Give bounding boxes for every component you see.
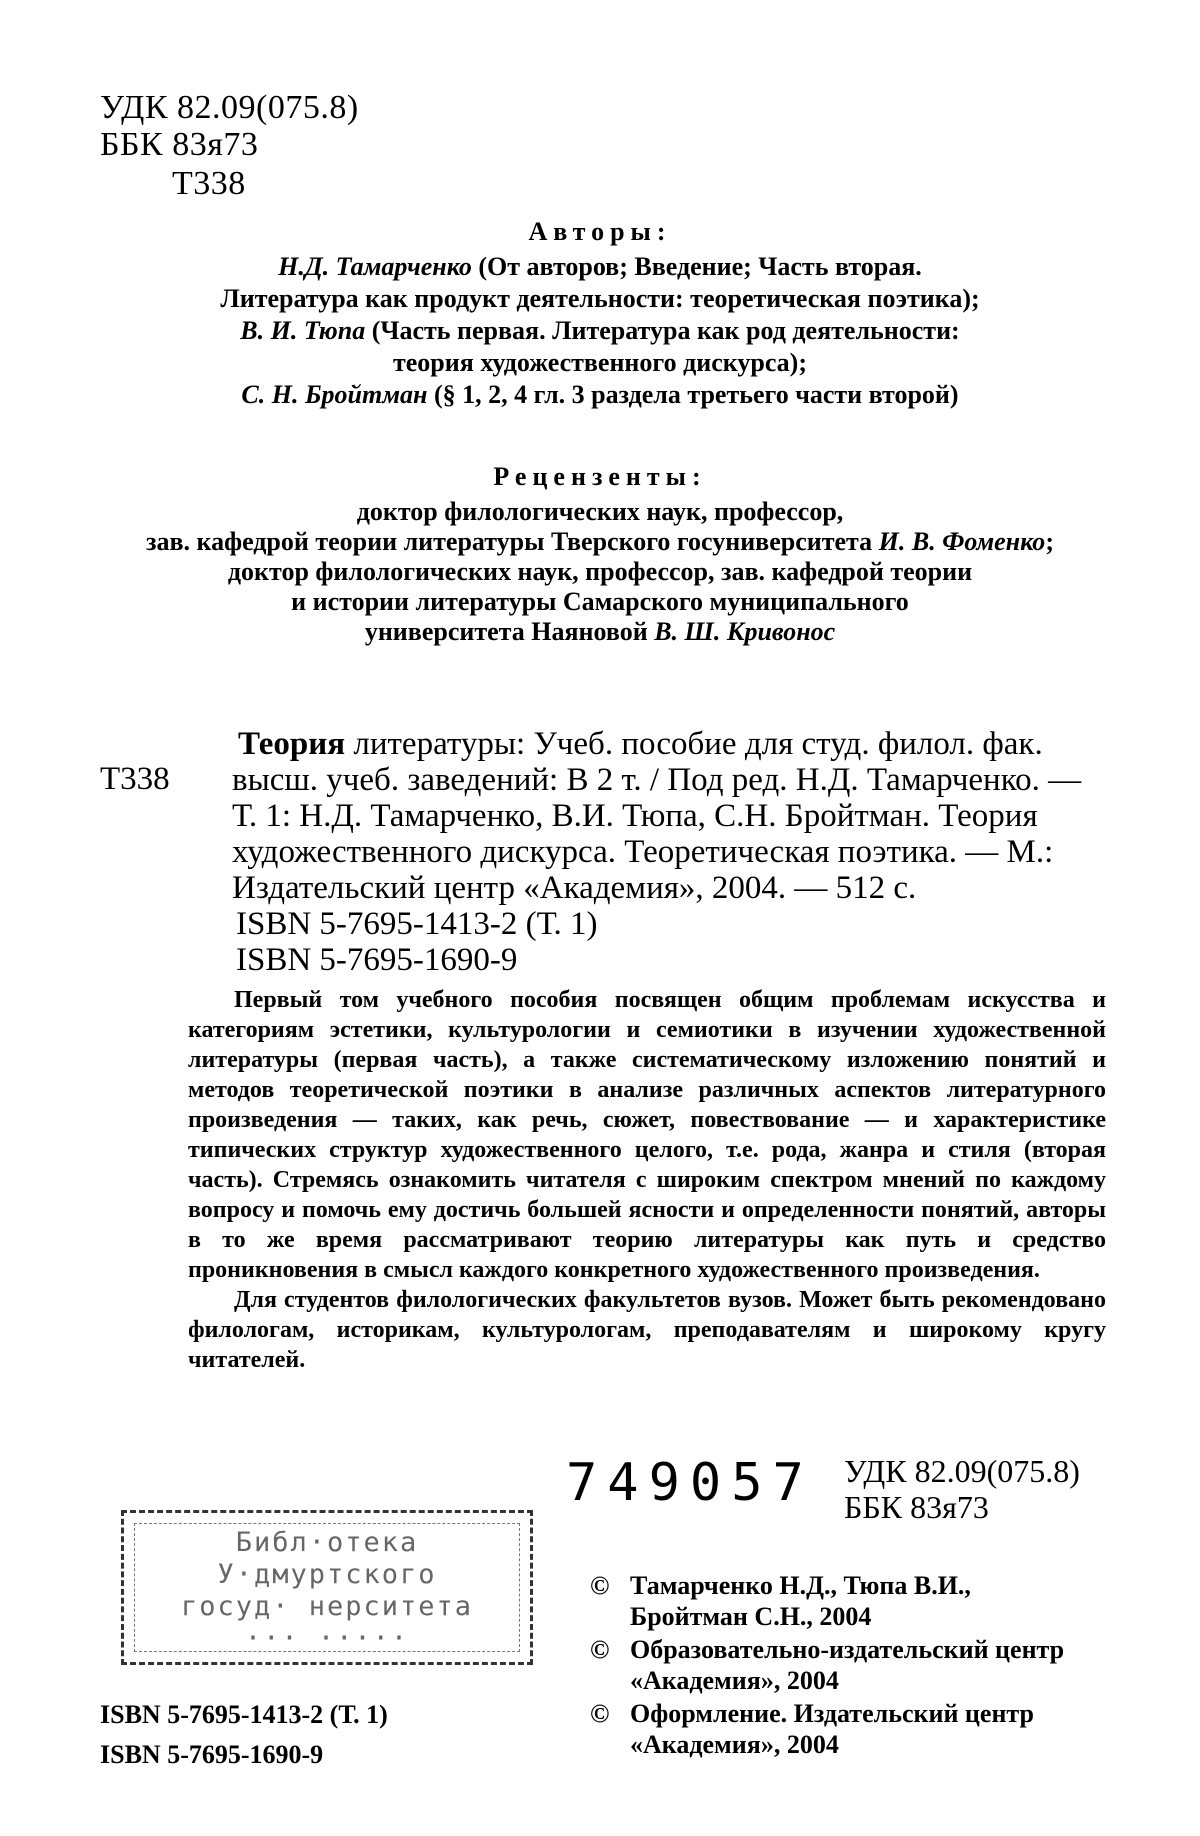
copyright-item bbox=[590, 1570, 1150, 1632]
reviewers-line-1: доктор филологических наук, профессор, bbox=[356, 497, 844, 526]
abstract bbox=[188, 985, 1106, 1375]
reviewers-line-5 bbox=[0, 617, 1200, 647]
author-name: Н.Д. Тамарченко bbox=[278, 252, 472, 281]
authors-line-5 bbox=[0, 379, 1200, 411]
authors-line-1 bbox=[0, 251, 1200, 283]
catalog-line-4: художественного дискурса. Теоретическая поэтика. — М.: bbox=[232, 834, 1054, 870]
copyright-line: «Академия», 2004 bbox=[630, 1730, 839, 1759]
catalog-isbn-1: ISBN 5-7695-1413-2 (Т. 1) bbox=[236, 906, 598, 942]
catalog-code: Т338 bbox=[100, 761, 170, 797]
catalog-isbn-2: ISBN 5-7695-1690-9 bbox=[236, 942, 518, 978]
copyright-line: Бройтман С.Н., 2004 bbox=[630, 1602, 872, 1631]
isbn-2: ISBN 5-7695-1690-9 bbox=[100, 1740, 324, 1769]
catalog-line-5: Издательский центр «Академия», 2004. — 512 с. bbox=[232, 870, 917, 906]
isbn-1: ISBN 5-7695-1413-2 (Т. 1) bbox=[100, 1700, 388, 1729]
reviewers-line-3: доктор филологических наук, профессор, зав. кафедрой теории bbox=[227, 557, 973, 586]
reviewers-line-2 bbox=[0, 527, 1200, 557]
authors-heading: Авторы: bbox=[528, 217, 672, 246]
author-role: (§ 1, 2, 4 гл. 3 раздела третьего части второй) bbox=[427, 380, 959, 409]
authors-line-4: теория художественного дискурса); bbox=[393, 348, 807, 377]
footer-codes bbox=[844, 1453, 1080, 1525]
catalog-description bbox=[232, 726, 1112, 978]
author-role: (Часть первая. Литература как род деятельности: bbox=[365, 316, 960, 345]
copyright-item bbox=[590, 1634, 1150, 1696]
copyright-line: «Академия», 2004 bbox=[630, 1666, 839, 1695]
stamp-line-4: ··· ····· bbox=[244, 1623, 410, 1654]
authors-list bbox=[0, 251, 1200, 411]
abstract-paragraph-1: Первый том учебного пособия посвящен общим проблемам искусства и категориям эстетики, культурологии и семиотики в изучении художественной литературы (первая часть), а также систематическому изложению понятий и методов теоретической поэтики в анализе различных аспектов литературного произведения — таких, как речь, сюжет, повествование — и характеристике типических структур художественного целого, т.е. рода, жанра и стиля (вторая часть). Стремясь ознакомить читателя с широким спектром мнений по каждому вопросу и помочь ему достичь большей ясности и определенности понятий, авторы в то же время рассматривают теорию литературы как путь и средство проникновения в смысл каждого конкретного художественного произведения. bbox=[188, 987, 1106, 1283]
stamp-line-3: госуд· нерситета bbox=[180, 1591, 474, 1622]
abstract-paragraph-2: Для студентов филологических факультетов вузов. Может быть рекомендовано филологам, историкам, культурологам, преподавателям и широкому кругу читателей. bbox=[188, 1287, 1106, 1373]
udk-code: УДК 82.09(075.8) bbox=[100, 89, 359, 126]
footer-udk: УДК 82.09(075.8) bbox=[844, 1453, 1080, 1489]
catalog-line-1 bbox=[238, 726, 1112, 762]
author-name: В. И. Тюпа bbox=[240, 316, 366, 345]
copyright-icon: © bbox=[590, 1635, 610, 1664]
copyright-item bbox=[590, 1698, 1150, 1760]
punctuation: ; bbox=[1045, 527, 1054, 556]
library-stamp bbox=[121, 1510, 533, 1665]
reviewers-list bbox=[0, 497, 1200, 647]
reviewer-affiliation: зав. кафедрой теории литературы Тверского госуниверситета bbox=[146, 527, 879, 556]
author-name: С. Н. Бройтман bbox=[241, 380, 428, 409]
isbn-block bbox=[100, 1695, 388, 1775]
copyright-line: Образовательно-издательский центр bbox=[630, 1635, 1065, 1664]
catalog-title-word: Теория bbox=[238, 726, 346, 762]
copyright-line: Оформление. Издательский центр bbox=[630, 1699, 1034, 1728]
reviewers-line-4: и истории литературы Самарского муниципального bbox=[291, 587, 909, 616]
reviewers-heading: Рецензенты: bbox=[493, 462, 707, 491]
bbk-code: ББК 83я73 bbox=[100, 126, 259, 163]
authors-line-2: Литература как продукт деятельности: теоретическая поэтика); bbox=[220, 284, 980, 313]
reviewer-name: И. В. Фоменко bbox=[878, 527, 1046, 556]
author-mark-code: Т338 bbox=[172, 165, 246, 202]
copyright-icon: © bbox=[590, 1699, 610, 1728]
catalog-line-2: высш. учеб. заведений: В 2 т. / Под ред. Н.Д. Тамарченко. — bbox=[232, 762, 1082, 798]
stamp-line-1: Библ·отека bbox=[235, 1527, 419, 1558]
copyright-list bbox=[590, 1570, 1150, 1762]
inventory-number: 749057 bbox=[566, 1453, 814, 1513]
catalog-title-rest: литературы: Учеб. пособие для студ. филол. фак. bbox=[345, 726, 1043, 762]
reviewer-name: В. Ш. Кривонос bbox=[654, 617, 836, 646]
author-role: (От авторов; Введение; Часть вторая. bbox=[471, 252, 922, 281]
copyright-line: Тамарченко Н.Д., Тюпа В.И., bbox=[630, 1571, 971, 1600]
catalog-line-3: Т. 1: Н.Д. Тамарченко, В.И. Тюпа, С.Н. Бройтман. Теория bbox=[232, 798, 1038, 834]
stamp-line-2: У·дмуртского bbox=[217, 1559, 437, 1590]
copyright-icon: © bbox=[590, 1571, 610, 1600]
footer-bbk: ББК 83я73 bbox=[844, 1489, 989, 1525]
authors-line-3 bbox=[0, 315, 1200, 347]
reviewer-affiliation: университета Наяновой bbox=[364, 617, 655, 646]
